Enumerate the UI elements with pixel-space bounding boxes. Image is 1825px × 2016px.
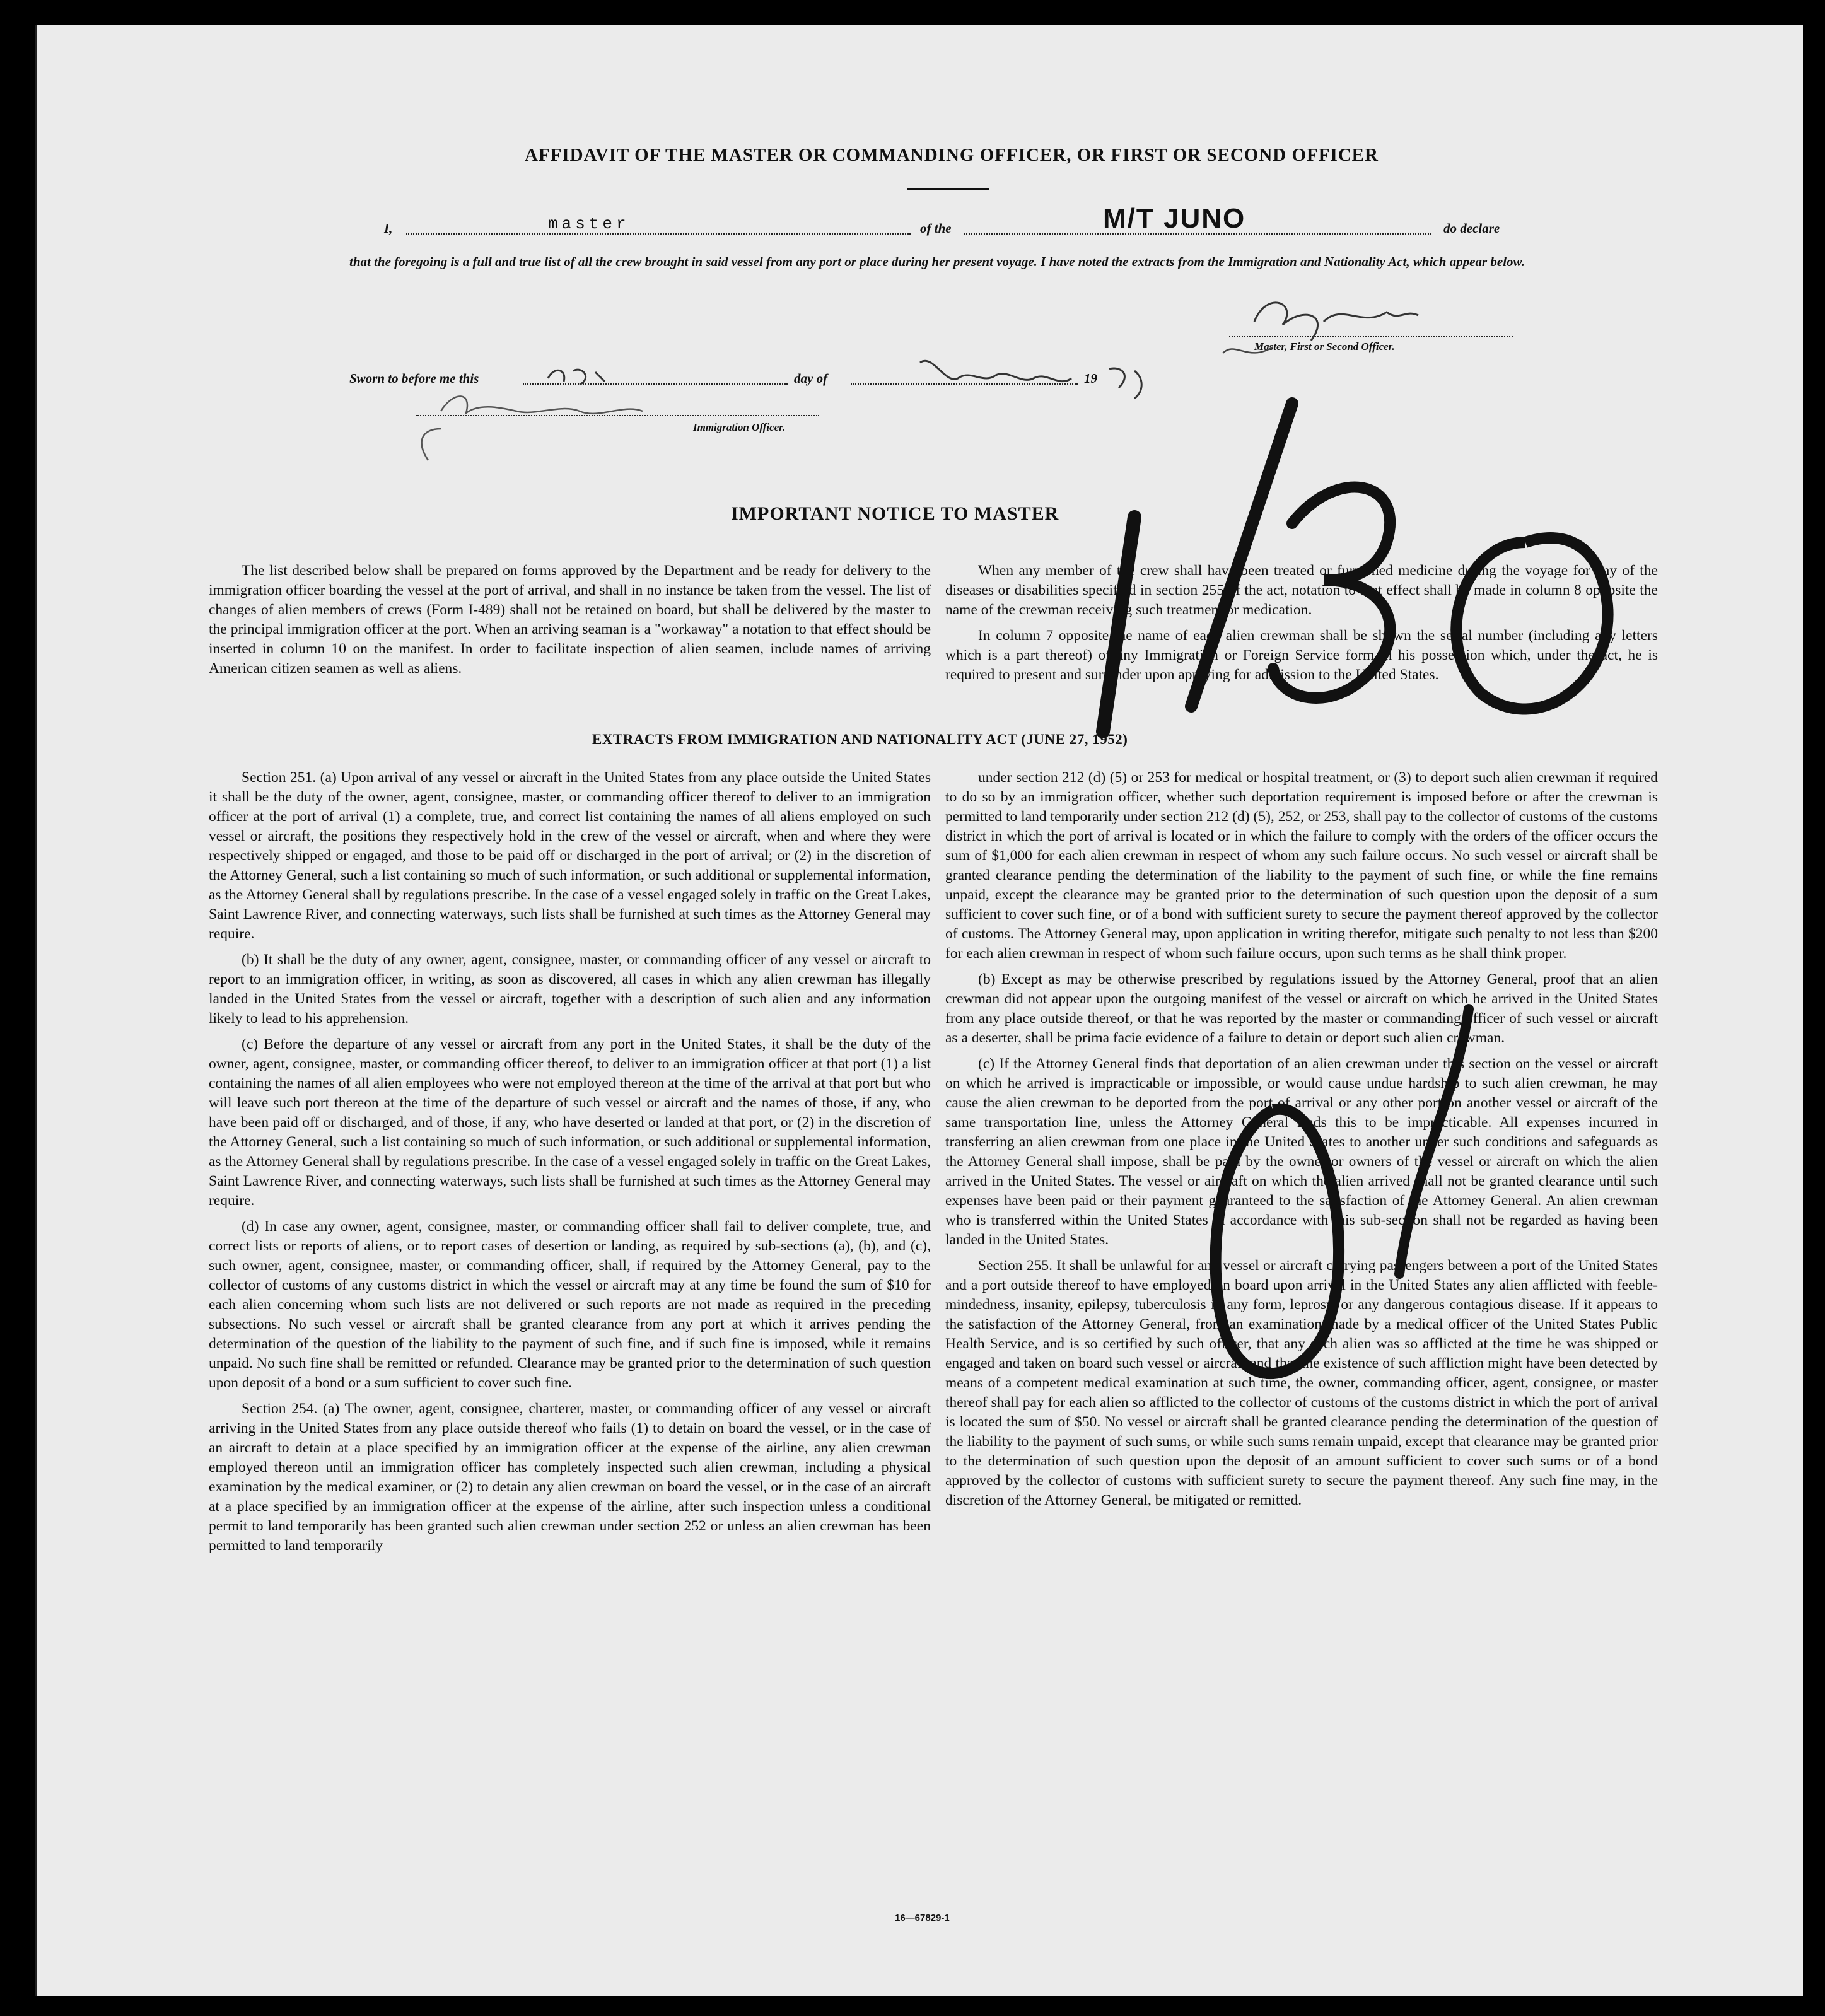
form-code: 16—67829-1 [895, 1913, 950, 1923]
sworn-year-handwriting [1109, 368, 1141, 399]
document-page [35, 25, 1803, 1996]
sworn-label: Sworn to before me this [349, 371, 479, 386]
extract-paragraph: (b) It shall be the duty of any owner, agent, consignee, master, or commanding officer of any vessel or aircraft to report to an immigration officer, in writing, as soon as discovered, all cases in which any alien crewman has illegally landed in the United States from the vessel or aircraft, together with a description of such alien and any information likely to lead to his apprehension. [209, 952, 931, 1027]
extract-paragraph: Section 254. (a) The owner, agent, consignee, charterer, master, or commanding officer of any vessel or aircraft arriving in the United States from any place outside thereof who fails (1) to detain on board the vessel, or in the case of an aircraft to detain at a place specified by an immigration officer at the expense of the airline, any alien crewman employed thereon until an immigration officer has completely inspected such alien crewman, including a physical examination by the medical examiner, or (2) to detain any alien crewman on board the vessel, or in the case of an aircraft at a place specified by an immigration officer at the expense of the airline, after such inspection unless a conditional permit to land temporarily has been granted such alien crewman under section 252 or unless an alien crewman has been permitted to land temporarily [209, 1401, 931, 1554]
extract-paragraph: (d) In case any owner, agent, consignee, master, or commanding officer shall fail to deliver complete, true, and correct lists or reports of aliens, or to report cases of desertion or landing, as required by sub-sections (a), (b), and (c), such owner, agent, consignee, master, or commanding officer, shall, if required by the Attorney General, pay to the collector of customs of any customs district in which the vessel or aircraft may at any time be found the sum of $10 for each alien concerning whom such lists are not delivered or such reports are not made as required in the preceding subsections. No such vessel or aircraft shall be granted clearance from any port at which it arrives pending the determination of the question of the liability to the payment of such fine, and if such fine is imposed, while it remains unpaid. No such fine shall be remitted or refunded. Clearance may be granted prior to the determination of such question upon deposit of a bond or a sum sufficient to cover such fine. [209, 1218, 931, 1391]
year-prefix: 19 [1084, 371, 1097, 386]
officer-signature [422, 396, 643, 460]
of-the-label: of the [920, 221, 952, 236]
signature-line [1229, 336, 1513, 337]
affidavit-title: AFFIDAVIT OF THE MASTER OR COMMANDING OFFICER, OR FIRST OR SECOND OFFICER [525, 145, 1379, 165]
title-divider [907, 188, 989, 190]
sworn-day-line [523, 383, 788, 385]
notice-right-column [945, 561, 1658, 691]
do-declare-label: do declare [1443, 221, 1500, 236]
master-field-value: master [548, 214, 630, 233]
notice-left-column [209, 561, 931, 685]
sworn-month-line [851, 383, 1078, 385]
extract-paragraph: (c) If the Attorney General finds that deportation of an alien crewman under this section on the vessel or aircraft on which he arrived is impracticable or impossible, or would cause undue hardship to such alien crewman, he may cause the alien crewman to be deported from the port of arrival or any other port on another vessel or aircraft of the same transportation line, unless the Attorney General finds this to be impracticable. All expenses incurred in transferring an alien crewman from one place in the United States to another under such conditions and safeguards as the Attorney General shall impose, shall be paid by the owner or owners of the vessel or aircraft on which the alien arrived in the United States. The vessel or aircraft on which the alien arrived shall not be granted clearance until such expenses have been paid or their payment guaranteed to the satisfaction of the Attorney General. An alien crewman who is transferred within the United States in accordance with this sub-section shall not be regarded as having been landed in the United States. [945, 1056, 1658, 1248]
extract-paragraph: (c) Before the departure of any vessel or aircraft from any port in the United States, it shall be the duty of the owner, agent, consignee, master, or commanding officer thereof, to deliver to an immigration officer at that port (1) a list containing the names of all alien employees who were not employed thereon at the time of the arrival at that port but who will leave such port thereon at the time of the departure of such vessel or aircraft and the names of those, if any, who have been paid off or discharged, and of those, if any, who have deserted or landed at that port, or (2) in the discretion of the Attorney General, such a list containing so much of such information, or such additional or supplemental information, as the Attorney General shall by regulations prescribe. In the case of a vessel engaged solely in traffic on the Great Lakes, Saint Lawrence River, and connecting waterways, such lists shall be furnished at such times as the Attorney General may require. [209, 1036, 931, 1209]
notice-left-paragraph: The list described below shall be prepared on forms approved by the Department and be ready for delivery to the immigration officer boarding the vessel at the port of arrival, and shall in no instance be taken from the vessel. The list of changes of alien members of crews (Form I-489) shall not be retained on board, but shall be delivered by the master to the principal immigration officer at the port. When an arriving seaman is a "workaway" a notation to that effect should be inserted in column 10 on the manifest. In order to facilitate inspection of alien seamen, include names of arriving American citizen seamen as well as aliens. [209, 562, 931, 677]
extracts-right-column [945, 768, 1658, 1517]
extract-paragraph: Section 255. It shall be unlawful for any vessel or aircraft carrying passengers between a port of the United States and a port outside thereof to have employed on board upon arrival in the United States any alien afflicted with feeble-mindedness, insanity, epilepsy, tuberculosis in any form, leprosy, or any dangerous contagious disease. If it appears to the satisfaction of the Attorney General, from an examination made by a medical officer of the United States Public Health Service, and is so certified by such officer, that any such alien was so afflicted at the time he was shipped or engaged and taken on board such vessel or aircraft and that the existence of such affliction might have been detected by means of a competent medical examination at such time, the owner, commanding officer, agent, consignee, or master thereof shall pay for each alien so afflicted to the collector of customs of the customs district in which the port of arrival is located the sum of $50. No vessel or aircraft shall be granted clearance pending the determination of the question of the liability to the payment of such sums, or while such sums remain unpaid, except that clearance may be granted prior to the determination of such question upon the deposit of an amount sufficient to cover such sums or of a bond approved by the collector of customs with sufficient surety to secure the payment thereof. Any such fine may, in the discretion of the Attorney General, be mitigated or remitted. [945, 1257, 1658, 1508]
notice-right-paragraph-2: In column 7 opposite the name of each alien crewman shall be shown the serial number (including any letters which is a part thereof) of any Immigration or Foreign Service form in his possession which, under the act, he is required to present and surrender upon applying for admission to the United States. [945, 627, 1658, 683]
notice-right-paragraph-1: When any member of the crew shall have been treated or furnished medicine during the voyage for any of the diseases or disabilities specified in section 255 of the act, notation to that effect shall be made in column 8 opposite the name of the crewman receiving such treatment or medication. [945, 562, 1658, 618]
vessel-field-value: M/T JUNO [1103, 203, 1246, 234]
extract-paragraph: (b) Except as may be otherwise prescribed by regulations issued by the Attorney General, proof that an alien crewman did not appear upon the outgoing manifest of the vessel or aircraft on which he arrived in the United States from any place outside thereof, or that he was reported by the master or commanding officer of such vessel or aircraft as a deserter, shall be prima facie evidence of a failure to detain or deport such alien crewman. [945, 971, 1658, 1046]
officer-caption: Immigration Officer. [693, 421, 786, 433]
notice-title: IMPORTANT NOTICE TO MASTER [731, 503, 1059, 524]
master-line [406, 233, 911, 235]
sworn-day-handwriting [548, 370, 605, 385]
master-signature [1254, 303, 1418, 341]
extracts-title: EXTRACTS FROM IMMIGRATION AND NATIONALITY ACT (JUNE 27, 1952) [592, 731, 1128, 747]
signer-caption: Master, First or Second Officer. [1254, 341, 1395, 353]
extract-paragraph: under section 212 (d) (5) or 253 for medical or hospital treatment, or (3) to deport such alien crewman if required to do so by an immigration officer, whether such deportation requirement is imposed before or after the crewman is permitted to land temporarily under section 212 (d) (5), 252, or 253, shall pay to the collector of customs of the customs district in which the port of arrival is located or in which the failure to comply with the orders of the officer occurs the sum of $1,000 for each alien crewman in respect of whom any such failure occurs. No such vessel or aircraft shall be granted clearance pending the determination of the liability to the payment of such fine, or while the fine remains unpaid, except the clearance may be granted prior to the determination of such question upon the deposit of a sum sufficient to cover such fine, or of a bond with sufficient surety to secure the payment thereof approved by the collector of customs. The Attorney General may, upon application in writing therefor, mitigate such penalty to not less than $200 for each alien crewman in respect of whom such failure occurs, upon such terms as he shall think proper. [945, 769, 1658, 962]
affidavit-statement: that the foregoing is a full and true list of all the crew brought in said vessel from any port or place during her present voyage. I have noted the extracts from the Immigration and Nationality Act, which appear below. [349, 254, 1525, 269]
extract-paragraph: Section 251. (a) Upon arrival of any vessel or aircraft in the United States from any place outside the United States it shall be the duty of the owner, agent, consignee, master, or commanding officer thereof to deliver to an immigration officer at the port of arrival (1) a complete, true, and correct list containing the names of all aliens employed on such vessel or aircraft, the positions they respectively hold in the crew of the vessel or aircraft, when and where they were respectively shipped or engaged, and those to be paid off or discharged in the port of arrival; or (2) in the discretion of the Attorney General, such a list containing so much of such information, or such additional or supplemental information, as the Attorney General shall by regulations prescribe. In the case of a vessel engaged solely in traffic on the Great Lakes, Saint Lawrence River, and connecting waterways, such lists shall be furnished at such times as the Attorney General may require. [209, 769, 931, 942]
officer-line [416, 415, 819, 416]
sworn-month-handwriting [920, 361, 1071, 382]
extracts-left-column [209, 768, 931, 1562]
prefix-i: I, [384, 221, 393, 236]
day-of-label: day of [794, 371, 828, 386]
